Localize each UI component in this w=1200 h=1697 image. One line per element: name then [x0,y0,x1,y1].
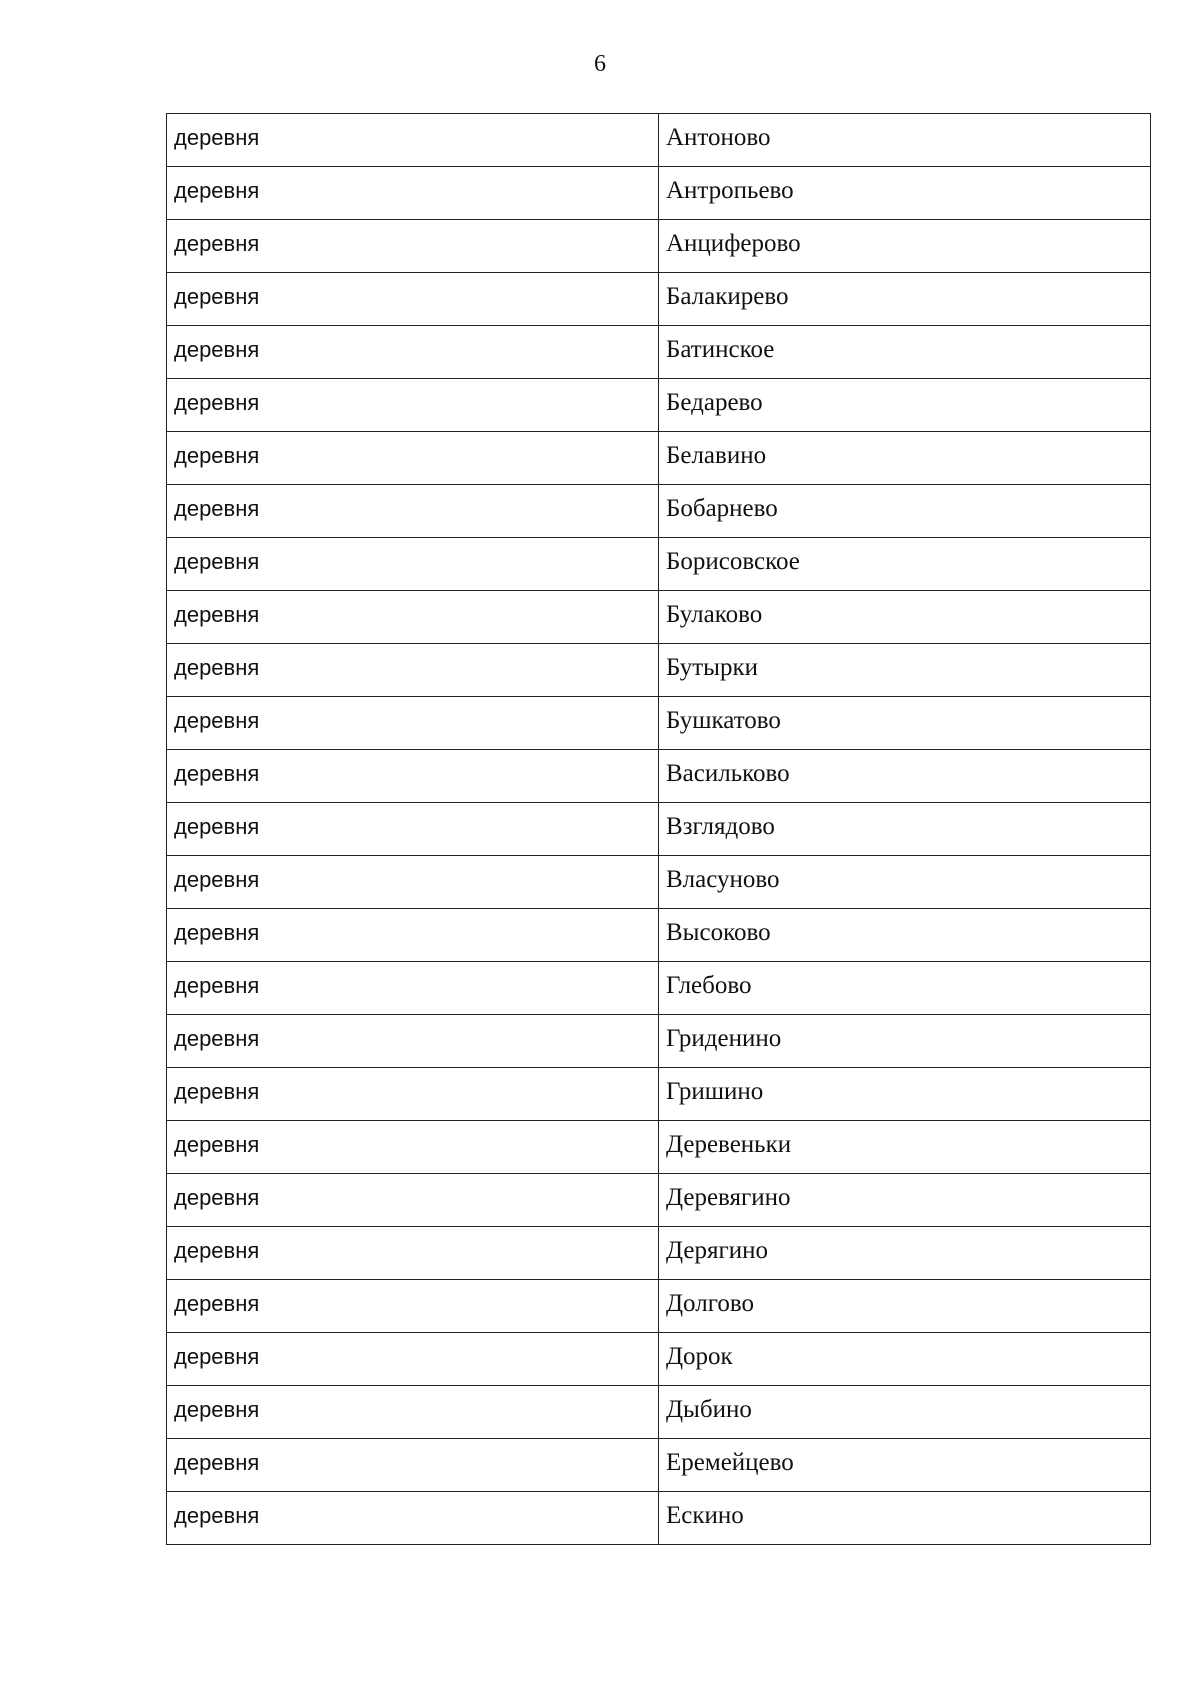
settlement-name-cell: Васильково [659,750,1151,803]
settlement-type-cell: деревня [167,1386,659,1439]
table-row [167,485,1151,538]
settlements-table-body [167,114,1151,1545]
table-row [167,379,1151,432]
table-row [167,273,1151,326]
settlement-type-cell: деревня [167,909,659,962]
settlement-type-cell: деревня [167,220,659,273]
table-row [167,432,1151,485]
settlement-name-cell: Деревеньки [659,1121,1151,1174]
settlement-type-cell: деревня [167,538,659,591]
table-row [167,538,1151,591]
table-row [167,644,1151,697]
settlement-type-cell: деревня [167,1015,659,1068]
table-row [167,591,1151,644]
settlement-type-cell: деревня [167,697,659,750]
settlement-type-cell: деревня [167,1280,659,1333]
table-row [167,167,1151,220]
settlement-type-cell: деревня [167,485,659,538]
settlement-type-cell: деревня [167,591,659,644]
settlement-name-cell: Высоково [659,909,1151,962]
settlement-name-cell: Деревягино [659,1174,1151,1227]
table-row [167,1174,1151,1227]
settlement-name-cell: Булаково [659,591,1151,644]
settlement-name-cell: Бушкатово [659,697,1151,750]
settlement-type-cell: деревня [167,1492,659,1545]
settlement-name-cell: Взглядово [659,803,1151,856]
table-row [167,1386,1151,1439]
settlement-type-cell: деревня [167,1439,659,1492]
settlement-name-cell: Гришино [659,1068,1151,1121]
settlement-name-cell: Антоново [659,114,1151,167]
settlement-type-cell: деревня [167,1227,659,1280]
settlement-name-cell: Ескино [659,1492,1151,1545]
settlements-table [166,113,1151,1545]
table-row [167,326,1151,379]
table-row [167,1015,1151,1068]
table-row [167,1439,1151,1492]
table-row [167,114,1151,167]
settlement-type-cell: деревня [167,1068,659,1121]
settlement-type-cell: деревня [167,856,659,909]
table-row [167,856,1151,909]
settlement-type-cell: деревня [167,962,659,1015]
table-row [167,750,1151,803]
settlement-name-cell: Балакирево [659,273,1151,326]
settlement-type-cell: деревня [167,114,659,167]
settlement-type-cell: деревня [167,273,659,326]
table-row [167,1492,1151,1545]
settlement-type-cell: деревня [167,1121,659,1174]
settlement-type-cell: деревня [167,644,659,697]
table-row [167,803,1151,856]
settlement-name-cell: Борисовское [659,538,1151,591]
table-row [167,909,1151,962]
settlement-type-cell: деревня [167,432,659,485]
settlement-type-cell: деревня [167,803,659,856]
settlement-name-cell: Власуново [659,856,1151,909]
settlement-name-cell: Гриденино [659,1015,1151,1068]
settlement-name-cell: Дорок [659,1333,1151,1386]
page-number: 6 [594,51,606,77]
settlement-type-cell: деревня [167,167,659,220]
settlement-name-cell: Бедарево [659,379,1151,432]
settlement-name-cell: Дерягино [659,1227,1151,1280]
settlement-name-cell: Антропьево [659,167,1151,220]
table-row [167,1121,1151,1174]
settlement-type-cell: деревня [167,750,659,803]
settlement-type-cell: деревня [167,1333,659,1386]
table-row [167,962,1151,1015]
settlement-name-cell: Глебово [659,962,1151,1015]
table-row [167,1280,1151,1333]
settlement-name-cell: Бутырки [659,644,1151,697]
table-row [167,1068,1151,1121]
settlement-type-cell: деревня [167,1174,659,1227]
settlement-name-cell: Анциферово [659,220,1151,273]
settlement-type-cell: деревня [167,379,659,432]
settlement-name-cell: Дыбино [659,1386,1151,1439]
settlement-name-cell: Еремейцево [659,1439,1151,1492]
settlement-name-cell: Батинское [659,326,1151,379]
table-row [167,1333,1151,1386]
settlement-type-cell: деревня [167,326,659,379]
settlement-name-cell: Бобарнево [659,485,1151,538]
table-row [167,697,1151,750]
settlement-name-cell: Долгово [659,1280,1151,1333]
table-row [167,1227,1151,1280]
table-row [167,220,1151,273]
settlement-name-cell: Белавино [659,432,1151,485]
